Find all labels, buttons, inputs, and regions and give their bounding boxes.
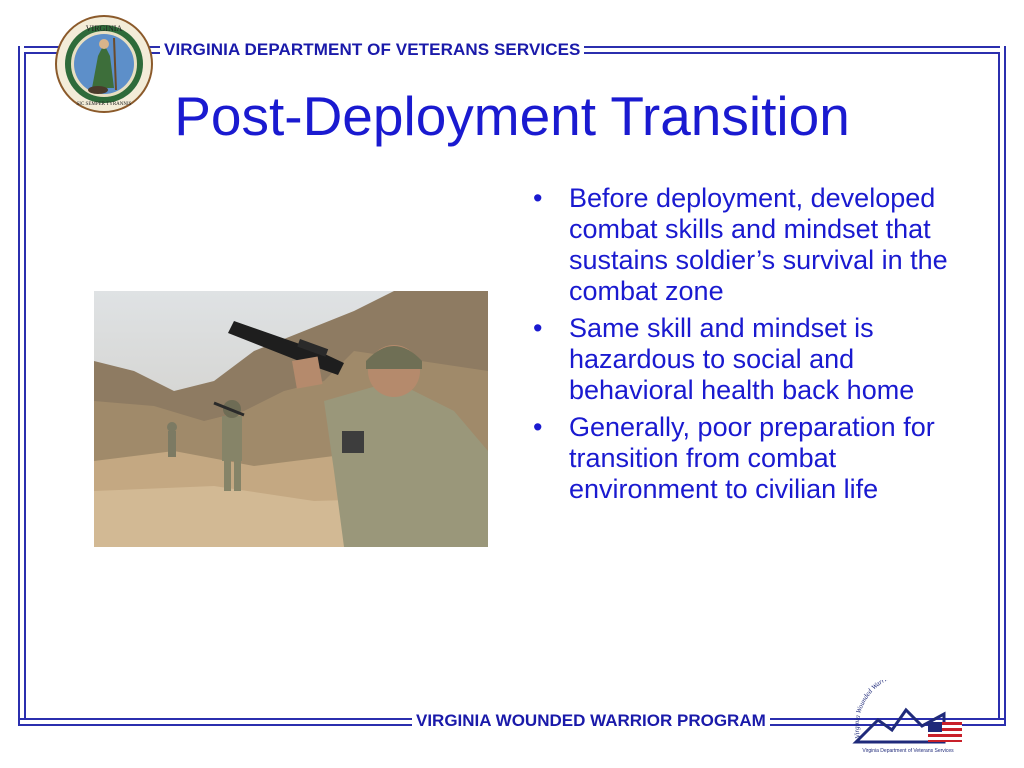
- soldiers-photo: [94, 291, 488, 547]
- wounded-warrior-logo-icon: [848, 680, 968, 760]
- bullet-text: Before deployment, developed combat skills and mindset that sustains soldier’s survival in the combat zone: [569, 183, 948, 306]
- org-header: VIRGINIA DEPARTMENT OF VETERANS SERVICES: [160, 40, 584, 60]
- svg-text:Virginia Department of Veteran: Virginia Department of Veterans Services: [862, 748, 954, 754]
- bullet-list: [530, 183, 970, 511]
- bullet-item: • Before deployment, developed combat skills and mindset that sustains soldier’s survival in the combat zone: [533, 183, 948, 306]
- svg-text:VIRGINIA: VIRGINIA: [85, 24, 123, 33]
- bullet-text: Same skill and mindset is hazardous to social and behavioral health back home: [569, 313, 915, 405]
- bullet-item: • Same skill and mindset is hazardous to social and behavioral health back home: [533, 313, 915, 405]
- bullet-item: • Generally, poor preparation for transition from combat environment to civilian life: [533, 412, 935, 504]
- bullet-text: Generally, poor preparation for transition from combat environment to civilian life: [569, 412, 935, 504]
- slide-title: Post-Deployment Transition: [174, 85, 850, 147]
- svg-text:Virginia Wounded Warrior Progr: Virginia Wounded Warr: [852, 680, 887, 740]
- svg-text:SIC SEMPER TYRANNIS: SIC SEMPER TYRANNIS: [76, 102, 132, 107]
- program-footer: VIRGINIA WOUNDED WARRIOR PROGRAM: [412, 711, 770, 731]
